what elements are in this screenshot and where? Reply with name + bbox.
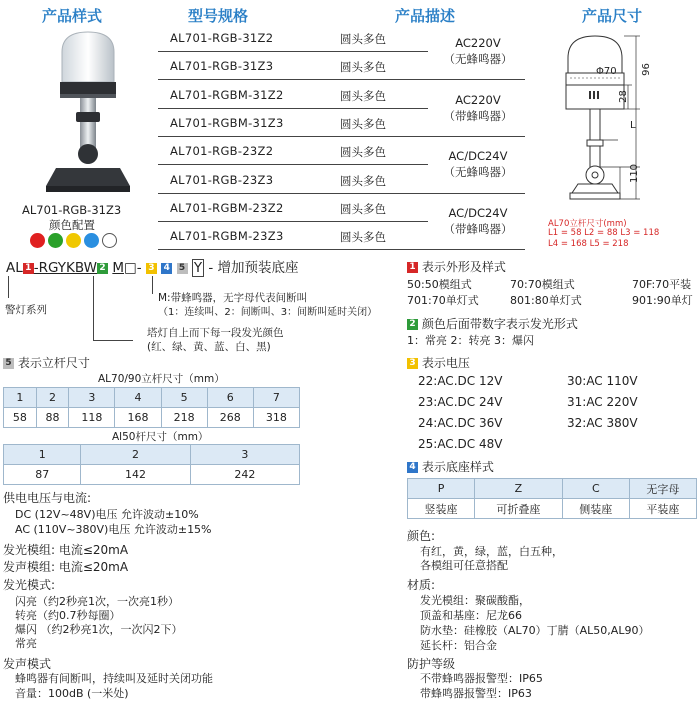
spec-sound-desc: 蜂鸣器有间断叫，持续叫及延时关闭功能 <box>15 672 213 685</box>
table-cell: 侧装座 <box>562 499 629 519</box>
model-name: AL701-RGBM-31Z3 <box>170 115 284 130</box>
spec-mat-3: 防水垫：硅橡胶（AL70）丁腈（AL50,AL90） <box>420 624 650 637</box>
table-cell: 3 <box>190 445 299 465</box>
sec3-title-text: 表示电压 <box>421 356 470 370</box>
voltage-code: 25:AC.DC 48V <box>418 437 503 451</box>
table-cell: 88 <box>36 408 69 428</box>
spec-mode: 发光模式: <box>3 578 56 592</box>
table-cell: 168 <box>115 408 161 428</box>
model-name: AL701-RGB-23Z3 <box>170 172 274 187</box>
spec-volume: 音量：100dB (一米处) <box>15 687 129 700</box>
sec1-title <box>407 258 506 275</box>
pole-table-1-title: AL70/90立杆尺寸（mm） <box>98 373 225 385</box>
spec-color-1: 有红，黄，绿，蓝，白五种， <box>420 545 563 558</box>
model-code <box>6 256 299 276</box>
table-cell: 218 <box>161 408 207 428</box>
table-cell: 268 <box>207 408 253 428</box>
table-cell: P <box>408 479 475 499</box>
voltage-code: 24:AC.DC 36V <box>418 416 503 430</box>
table-cell: 142 <box>81 465 190 485</box>
table-cell: 2 <box>81 445 190 465</box>
spec-ac: AC (110V~380V)电压 允许波动±15% <box>15 523 212 536</box>
table-cell: 无字母 <box>629 479 696 499</box>
sec2-title-text: 颜色后面带数字表示发光形式 <box>421 317 578 331</box>
table-cell: Z <box>475 479 563 499</box>
code-dash: - <box>136 260 142 276</box>
color-dot <box>66 233 81 248</box>
header-style: 产品样式 <box>42 7 103 25</box>
table-cell: C <box>562 479 629 499</box>
table-cell: 242 <box>190 465 299 485</box>
code-colors: -RGYKBW <box>33 260 98 276</box>
code-m: M <box>112 260 124 276</box>
sec3-num: 3 <box>407 358 418 369</box>
table-cell: 4 <box>115 388 161 408</box>
model-type: 圆头多色 <box>340 32 386 46</box>
code-num-3: 3 <box>146 263 157 274</box>
pole-table-2-title: Al50杆尺寸（mm） <box>112 431 209 443</box>
spec-mat-2: 顶盖和基座：尼龙66 <box>420 609 522 622</box>
sec1-title-text: 表示外形及样式 <box>421 260 506 274</box>
sec2-title <box>407 315 578 332</box>
row-divider <box>158 51 428 52</box>
buzzer-note: （无蜂鸣器） <box>443 52 513 66</box>
sec1-num: 1 <box>407 262 418 273</box>
voltage-code: 30:AC 110V <box>567 374 638 388</box>
table-cell: 87 <box>4 465 81 485</box>
dimension-drawing <box>540 28 695 213</box>
note-m-1: M:带蜂鸣器，无字母代表间断叫 <box>158 292 308 304</box>
code-y: Y <box>193 260 203 276</box>
model-name: AL701-RGBM-23Z2 <box>170 200 284 215</box>
code-num-1: 1 <box>23 263 34 274</box>
voltage-value: AC220V <box>455 36 501 50</box>
note-color-1: 塔灯自上而下每一段发光颜色 <box>147 327 284 339</box>
sec1-l2b: 801:80单灯式 <box>510 294 582 307</box>
spec-mat-h: 材质: <box>407 578 436 592</box>
dim-note-2: L4 = 168 L5 = 218 <box>548 239 629 249</box>
dim-height-110: 110 <box>629 163 641 184</box>
spec-mat-1: 发光模组：聚碳酸酯， <box>420 594 530 607</box>
table-cell: 2 <box>36 388 69 408</box>
sec1-l1b: 70:70模组式 <box>510 278 575 291</box>
spec-ip-1: 不带蜂鸣器报警型：IP65 <box>420 672 543 685</box>
spec-flash: 闪亮（约2秒亮1次，一次亮1秒） <box>15 595 179 608</box>
color-dot <box>48 233 63 248</box>
table-cell: 1 <box>4 388 37 408</box>
buzzer-note: （带蜂鸣器） <box>443 221 513 236</box>
sec1-l2a: 701:70单灯式 <box>407 294 479 307</box>
row-divider <box>158 193 525 194</box>
product-image <box>40 30 140 202</box>
spec-ip-h: 防护等级 <box>407 657 456 671</box>
note-series: 警灯系列 <box>5 304 47 316</box>
model-name: AL701-RGB-31Z2 <box>170 31 274 45</box>
voltage-value: AC/DC24V <box>448 149 508 164</box>
model-name: AL701-RGBM-31Z2 <box>170 87 284 102</box>
spec-ip-2: 带蜂鸣器报警型：IP63 <box>420 687 532 700</box>
table-cell: 118 <box>69 408 115 428</box>
code-box: □ <box>124 260 137 276</box>
model-type: 圆头多色 <box>340 116 386 131</box>
base-table <box>407 478 697 519</box>
row-divider <box>158 136 525 137</box>
code-tail: - 增加预装底座 <box>208 260 299 276</box>
dim-note-title: AL70立杆尺寸(mm) <box>548 219 627 229</box>
sec4-title <box>407 458 494 475</box>
model-type: 圆头多色 <box>340 173 386 188</box>
sec3-title <box>407 354 470 371</box>
dim-diameter: Φ70 <box>596 66 617 77</box>
pole-title <box>3 354 90 371</box>
code-num-4: 4 <box>161 263 172 274</box>
table-cell: 58 <box>4 408 37 428</box>
model-type: 圆头多色 <box>340 145 386 160</box>
voltage-code: 22:AC.DC 12V <box>418 374 503 388</box>
model-type: 圆头多色 <box>340 60 386 75</box>
dim-note-1: L1 = 58 L2 = 88 L3 = 118 <box>548 228 660 238</box>
spec-burst: 爆闪 （约2秒亮1次，一次闪2下） <box>15 623 183 636</box>
row-divider <box>158 79 525 80</box>
table-cell: 7 <box>253 388 299 408</box>
spec-color-2: 各模组可任意搭配 <box>420 559 508 572</box>
product-caption: AL701-RGB-31Z3 <box>22 203 122 217</box>
table-cell: 1 <box>4 445 81 465</box>
pole-table-1 <box>3 387 300 428</box>
row-divider <box>158 164 428 165</box>
table-cell: 318 <box>253 408 299 428</box>
voltage-value: AC/DC24V <box>448 205 508 220</box>
color-dot <box>30 233 45 248</box>
sec2-num: 2 <box>407 319 418 330</box>
voltage-code: 23:AC.DC 24V <box>418 395 503 409</box>
color-dot <box>102 233 117 248</box>
dim-height-28: 28 <box>617 90 629 103</box>
row-divider <box>158 249 525 250</box>
pole-table-2 <box>3 444 300 485</box>
header-model: 型号规格 <box>188 7 249 25</box>
spec-led: 发光模组: 电流≤20mA <box>3 543 129 557</box>
table-cell: 可折叠座 <box>475 499 563 519</box>
row-divider <box>158 221 428 222</box>
spec-rotate: 转亮（约0.7秒每圈） <box>15 609 121 622</box>
spec-mat-4: 延长杆：铝合金 <box>420 639 497 652</box>
model-name: AL701-RGBM-23Z3 <box>170 229 284 244</box>
pole-num: 5 <box>3 358 14 369</box>
model-type: 圆头多色 <box>340 88 386 103</box>
table-cell: 3 <box>69 388 115 408</box>
spec-dc: DC (12V~48V)电压 允许波动±10% <box>15 508 199 521</box>
spec-color-h: 颜色: <box>407 529 436 543</box>
header-desc: 产品描述 <box>395 7 456 25</box>
color-dot <box>84 233 99 248</box>
sec4-title-text: 表示底座样式 <box>421 460 494 474</box>
model-name: AL701-RGB-23Z2 <box>170 144 274 159</box>
voltage-code: 31:AC 220V <box>567 395 638 409</box>
spec-sound-mode: 发声模式 <box>3 657 52 671</box>
pole-title-text: 表示立杆尺寸 <box>17 356 90 370</box>
dim-l: L <box>630 120 636 131</box>
code-al: AL <box>6 260 23 276</box>
sec1-l2c: 901:90单灯 <box>632 294 693 307</box>
table-cell: 6 <box>207 388 253 408</box>
spec-steady: 常亮 <box>15 637 37 650</box>
model-type: 圆头多色 <box>340 230 386 245</box>
code-num-5: 5 <box>177 263 188 274</box>
spec-buzz: 发声模组: 电流≤20mA <box>3 560 129 574</box>
voltage-code: 32:AC 380V <box>567 416 638 430</box>
row-divider <box>158 108 428 109</box>
buzzer-note: （带蜂鸣器） <box>443 108 513 123</box>
note-color-2: (红、绿、黄、蓝、白、黑) <box>147 341 271 353</box>
sec1-l1c: 70F:70平装 <box>632 278 692 291</box>
sec2-line: 1：常亮 2：转亮 3：爆闪 <box>407 334 534 347</box>
sec4-num: 4 <box>407 462 418 473</box>
buzzer-note: （无蜂鸣器） <box>443 165 513 180</box>
note-m-2: （1：连续叫、2：间断叫、3：间断叫延时关闭） <box>158 307 378 318</box>
table-cell: 5 <box>161 388 207 408</box>
dim-height-96: 96 <box>640 63 652 76</box>
color-config-label: 颜色配置 <box>49 218 95 232</box>
code-num-2: 2 <box>97 263 108 274</box>
table-cell: 竖装座 <box>408 499 475 519</box>
spec-supply: 供电电压与电流: <box>3 491 92 505</box>
table-cell: 平装座 <box>629 499 696 519</box>
voltage-value: AC220V <box>455 92 501 107</box>
sec1-l1a: 50:50模组式 <box>407 278 472 291</box>
header-size: 产品尺寸 <box>582 7 643 25</box>
model-type: 圆头多色 <box>340 201 386 216</box>
model-name: AL701-RGB-31Z3 <box>170 59 274 74</box>
